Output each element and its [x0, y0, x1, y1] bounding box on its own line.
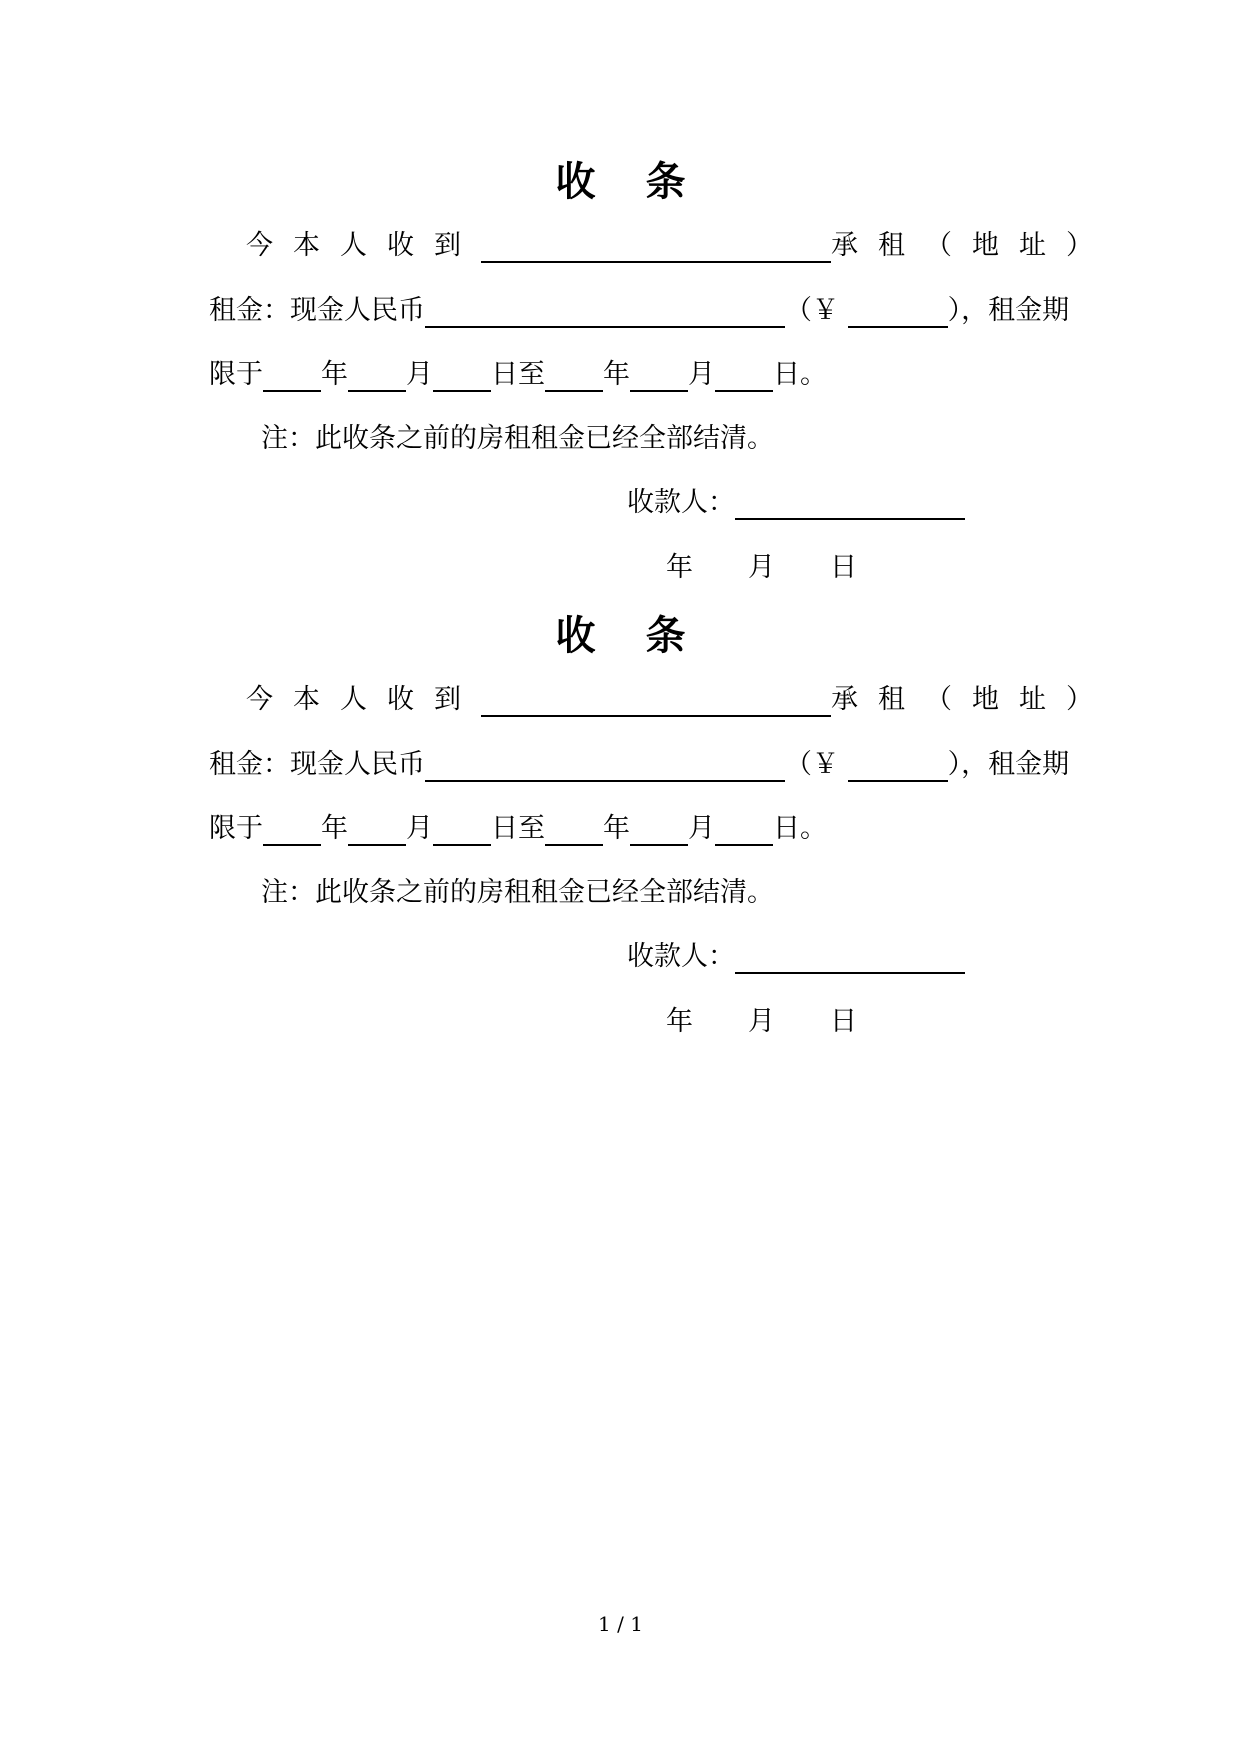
- end-day-blank[interactable]: [715, 814, 773, 846]
- start-month-blank[interactable]: [348, 360, 406, 392]
- day-to-label: 日至: [491, 359, 545, 390]
- rent-period-line: [209, 358, 827, 392]
- month-label: 月: [406, 813, 433, 844]
- start-month-blank[interactable]: [348, 814, 406, 846]
- received-from-line: [246, 683, 1113, 717]
- yen-label: （￥: [785, 295, 839, 326]
- day-end-label: 日。: [773, 813, 827, 844]
- day-to-label: 日至: [491, 813, 545, 844]
- page-number: 1 / 1: [598, 1612, 643, 1636]
- start-day-blank[interactable]: [433, 360, 491, 392]
- payer-name-blank[interactable]: [481, 685, 831, 717]
- year-label: 年: [603, 813, 630, 844]
- rent-amount-line: [209, 294, 1069, 328]
- year-label: 年: [321, 813, 348, 844]
- rent-period-label: ），租金期: [947, 295, 1070, 326]
- sign-year-label: 年: [666, 1006, 693, 1037]
- settlement-note: 注：此收条之前的房租租金已经全部结清。: [261, 423, 774, 454]
- receipt-1: [0, 0, 1241, 583]
- receipt-2: [0, 454, 1241, 1037]
- limit-label: 限于: [209, 359, 263, 390]
- title-char-2: 条: [645, 158, 686, 205]
- payee-line: [627, 940, 965, 974]
- receipt-title: [0, 158, 1241, 206]
- cash-rmb-label: 租金：现金人民币: [209, 295, 425, 326]
- year-label: 年: [321, 359, 348, 390]
- end-year-blank[interactable]: [545, 360, 603, 392]
- month-label: 月: [688, 813, 715, 844]
- sign-month-label: 月: [748, 1006, 775, 1037]
- received-from-line: [246, 229, 1113, 263]
- month-label: 月: [688, 359, 715, 390]
- settlement-note: 注：此收条之前的房租租金已经全部结清。: [261, 877, 774, 908]
- sign-date-line: [666, 1005, 857, 1039]
- title-char-1: 收: [555, 158, 596, 205]
- month-label: 月: [406, 359, 433, 390]
- title-char-2: 条: [645, 612, 686, 659]
- day-end-label: 日。: [773, 359, 827, 390]
- received-from-label: 今本人收到: [246, 230, 481, 261]
- payee-label: 收款人：: [627, 487, 735, 518]
- year-label: 年: [603, 359, 630, 390]
- rent-period-line: [209, 812, 827, 846]
- start-year-blank[interactable]: [263, 814, 321, 846]
- sign-day-label: 日: [830, 1006, 857, 1037]
- end-year-blank[interactable]: [545, 814, 603, 846]
- payer-name-blank[interactable]: [481, 231, 831, 263]
- sign-day-label: 日: [830, 552, 857, 583]
- limit-label: 限于: [209, 813, 263, 844]
- payee-label: 收款人：: [627, 941, 735, 972]
- amount-number-blank[interactable]: [848, 750, 948, 782]
- sign-year-label: 年: [666, 552, 693, 583]
- end-month-blank[interactable]: [630, 360, 688, 392]
- rent-address-label: 承租（地址）: [831, 230, 1113, 261]
- rent-address-label: 承租（地址）: [831, 684, 1113, 715]
- receipt-title: [0, 612, 1241, 660]
- title-char-1: 收: [555, 612, 596, 659]
- yen-label: （￥: [785, 749, 839, 780]
- start-year-blank[interactable]: [263, 360, 321, 392]
- received-from-label: 今本人收到: [246, 684, 481, 715]
- rent-period-label: ），租金期: [947, 749, 1070, 780]
- cash-rmb-label: 租金：现金人民币: [209, 749, 425, 780]
- amount-words-blank[interactable]: [425, 750, 785, 782]
- sign-month-label: 月: [748, 552, 775, 583]
- amount-number-blank[interactable]: [848, 296, 948, 328]
- rent-amount-line: [209, 748, 1069, 782]
- amount-words-blank[interactable]: [425, 296, 785, 328]
- end-month-blank[interactable]: [630, 814, 688, 846]
- start-day-blank[interactable]: [433, 814, 491, 846]
- end-day-blank[interactable]: [715, 360, 773, 392]
- payee-signature-blank[interactable]: [735, 942, 965, 974]
